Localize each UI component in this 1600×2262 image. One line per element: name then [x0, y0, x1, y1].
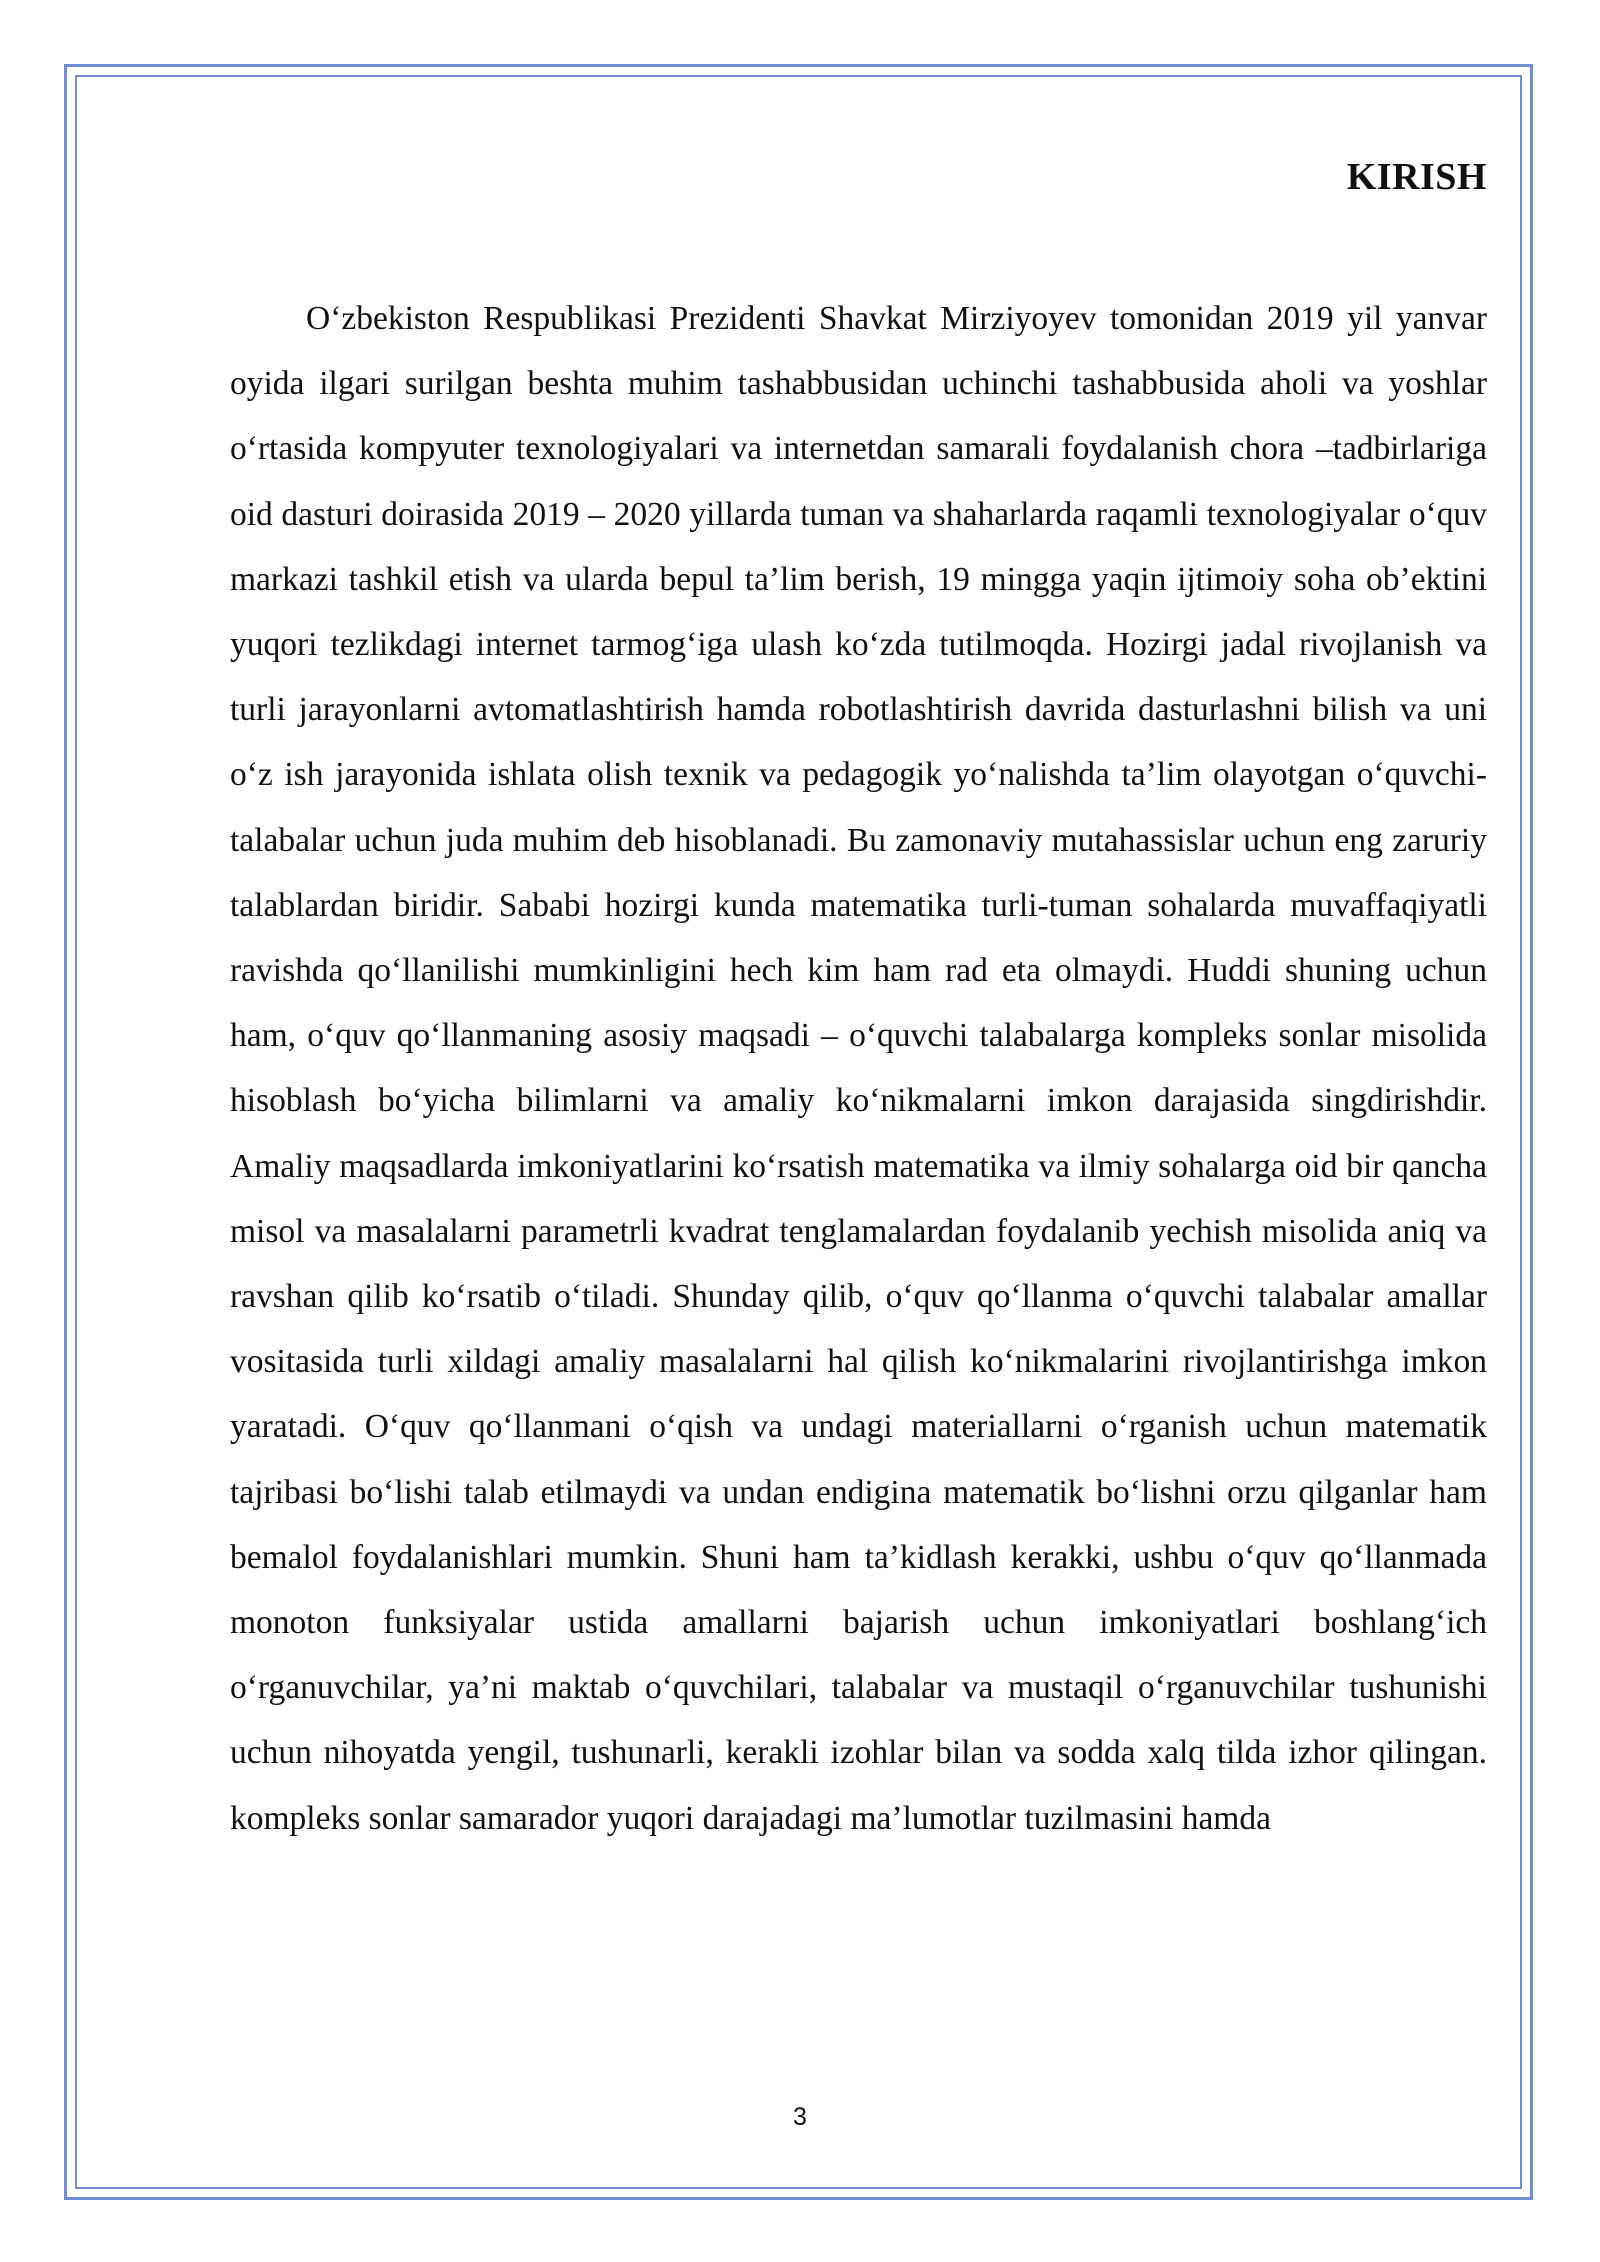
section-heading: KIRISH	[1346, 156, 1487, 198]
body-paragraph: O‘zbekiston Respublikasi Prezidenti Shavkat Mirziyoyev tomonidan 2019 yil yanvar oyida ilgari surilgan beshta muhim tashabbusidan uchinchi tashabbusida aholi va yoshlar o‘rtasida kompyuter texnologiyalari va internetdan samarali foydalanish chora –tadbirlariga oid dasturi doirasida 2019 – 2020 yillarda tuman va shaharlarda raqamli texnologiyalar o‘quv markazi tashkil etish va ularda bepul ta’lim berish, 19 mingga yaqin ijtimoiy soha ob’ektini yuqori tezlikdagi internet tarmog‘iga ulash ko‘zda tutilmoqda. Hozirgi jadal rivojlanish va turli jarayonlarni avtomatlashtirish hamda robotlashtirish davrida dasturlashni bilish va uni o‘z ish jarayonida ishlata olish texnik va pedagogik yo‘nalishda ta’lim olayotgan o‘quvchi-talabalar uchun juda muhim deb hisoblanadi. Bu zamonaviy mutahassislar uchun eng zaruriy talablardan biridir. Sababi hozirgi kunda matematika turli-tuman sohalarda muvaffaqiyatli ravishda qo‘llanilishi mumkinligini hech kim ham rad eta olmaydi. Huddi shuning uchun ham, o‘quv qo‘llanmaning asosiy maqsadi – o‘quvchi talabalarga kompleks sonlar misolida hisoblash bo‘yicha bilimlarni va amaliy ko‘nikmalarni imkon darajasida singdirishdir. Amaliy maqsadlarda imkoniyatlarini ko‘rsatish matematika va ilmiy sohalarga oid bir qancha misol va masalalarni parametrli kvadrat tenglamalardan foydalanib yechish misolida aniq va ravshan qilib ko‘rsatib o‘tiladi. Shunday qilib, o‘quv qo‘llanma o‘quvchi talabalar amallar vositasida turli xildagi amaliy masalalarni hal qilish ko‘nikmalarini rivojlantirishga imkon yaratadi. O‘quv qo‘llanmani o‘qish va undagi materiallarni o‘rganish uchun matematik tajribasi bo‘lishi talab etilmaydi va undan endigina matematik bo‘lishni orzu qilganlar ham bemalol foydalanishlari mumkin. Shuni ham ta’kidlash kerakki, ushbu o‘quv qo‘llanmada monoton funksiyalar ustida amallarni bajarish uchun imkoniyatlari boshlang‘ich o‘rganuvchilar, ya’ni maktab o‘quvchilari, talabalar va mustaqil o‘rganuvchilar tushunishi uchun nihoyatda yengil, tushunarli, kerakli izohlar bilan va sodda xalq tilda izhor qilingan. kompleks sonlar samarador yuqori darajadagi ma’lumotlar tuzilmasini hamda	[230, 300, 1487, 1837]
page-number: 3	[793, 2103, 807, 2131]
